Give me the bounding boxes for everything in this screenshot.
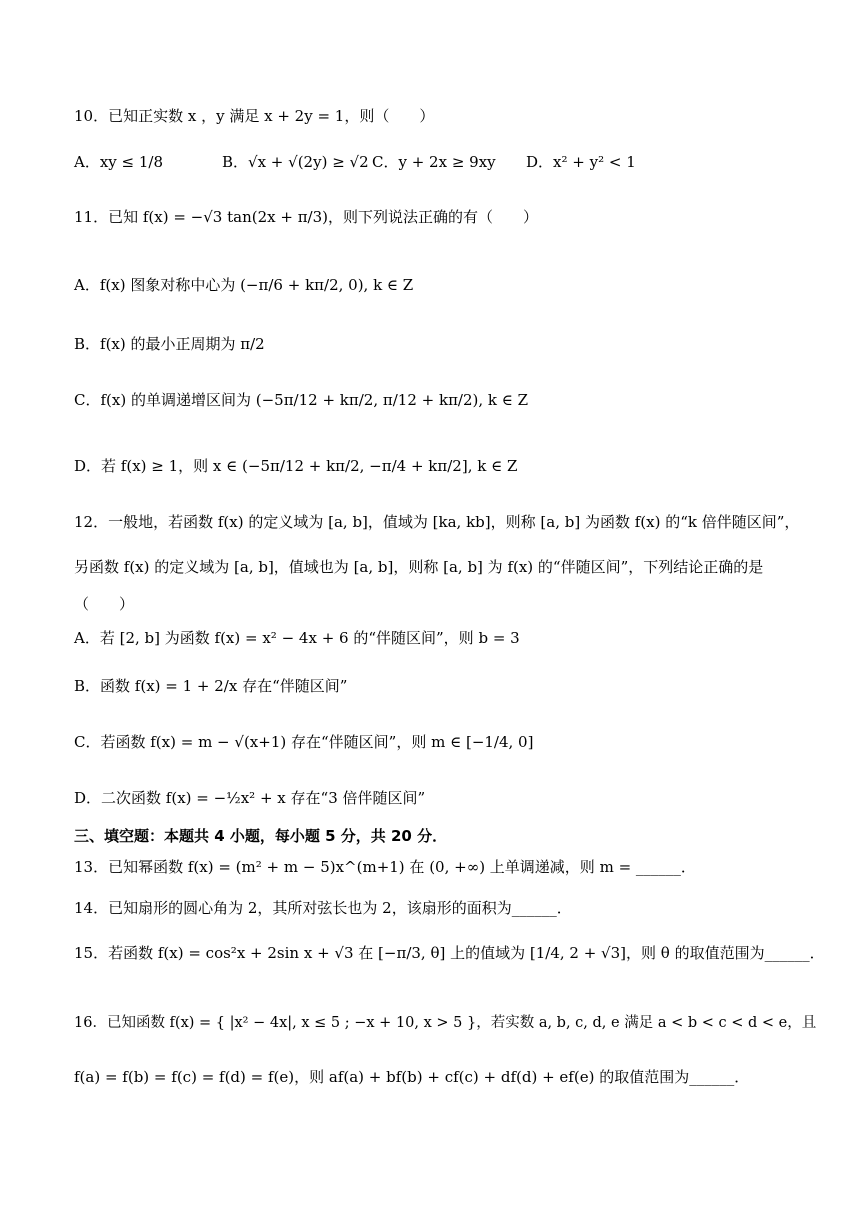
question-12-stem-line-2: 另函数 f(x) 的定义域为 [a, b]，值域也为 [a, b]，则称 [a, b] 为 f(x) 的“伴随区间”，下列结论正确的是 (74, 558, 764, 576)
question-11-stem: 11．已知 f(x) = −√3 tan(2x + π/3)，则下列说法正确的有（ ） (74, 208, 539, 226)
question-12-stem-line-1: 12．一般地，若函数 f(x) 的定义域为 [a, b]，值域为 [ka, kb]，则称 [a, b] 为函数 f(x) 的“k 倍伴随区间”， (74, 513, 800, 531)
q10-option-c: C．y + 2x ≥ 9xy (372, 153, 496, 171)
q10-option-a: A．xy ≤ 1/8 (74, 153, 164, 171)
q11-option-a: A．f(x) 图象对称中心为 (−π/6 + kπ/2, 0), k ∈ Z (74, 276, 414, 294)
section-heading-fill-in: 三、填空题：本题共 4 小题，每小题 5 分，共 20 分． (74, 827, 448, 845)
q12-option-b: B．函数 f(x) = 1 + 2/x 存在“伴随区间” (74, 677, 348, 695)
question-16-line-1: 16．已知函数 f(x) = { |x² − 4x|, x ≤ 5 ; −x + 10, x > 5 }，若实数 a, b, c, d, e 满足 a < b < c < d < e，且 (74, 1015, 817, 1031)
question-16-line-2: f(a) = f(b) = f(c) = f(d) = f(e)，则 af(a) + bf(b) + cf(c) + df(d) + ef(e) 的取值范围为______． (74, 1068, 750, 1086)
q11-option-d: D．若 f(x) ≥ 1，则 x ∈ (−5π/12 + kπ/2, −π/4 + kπ/2], k ∈ Z (74, 457, 518, 475)
question-14: 14．已知扇形的圆心角为 2，其所对弦长也为 2，该扇形的面积为______． (74, 899, 572, 917)
q12-option-a: A．若 [2, b] 为函数 f(x) = x² − 4x + 6 的“伴随区间”，则 b = 3 (74, 629, 520, 647)
q10-option-b: B．√x + √(2y) ≥ √2 (222, 153, 369, 171)
question-10-stem: 10．已知正实数 x ，y 满足 x + 2y = 1，则（ ） (74, 107, 435, 125)
q12-option-c: C．若函数 f(x) = m − √(x+1) 存在“伴随区间”，则 m ∈ [−1/4, 0] (74, 733, 534, 751)
question-12-answer-bracket: （ ） (74, 595, 135, 613)
question-13: 13．已知幂函数 f(x) = (m² + m − 5)x^(m+1) 在 (0, +∞) 上单调递减，则 m = ______． (74, 858, 696, 876)
q10-option-d: D．x² + y² < 1 (526, 153, 636, 171)
question-15: 15．若函数 f(x) = cos²x + 2sin x + √3 在 [−π/3, θ] 上的值域为 [1/4, 2 + √3]，则 θ 的取值范围为______． (74, 944, 825, 962)
q12-option-d: D．二次函数 f(x) = −½x² + x 存在“3 倍伴随区间” (74, 789, 426, 807)
q11-option-c: C．f(x) 的单调递增区间为 (−5π/12 + kπ/2, π/12 + kπ/2), k ∈ Z (74, 391, 529, 409)
q11-option-b: B．f(x) 的最小正周期为 π/2 (74, 335, 265, 353)
